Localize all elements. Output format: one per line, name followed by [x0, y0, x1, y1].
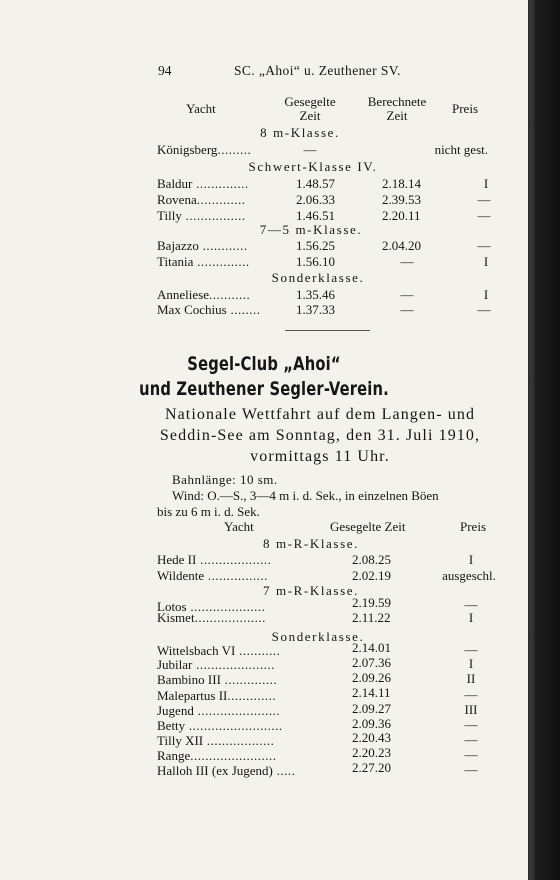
prize: — — [464, 732, 478, 747]
prize: — — [464, 747, 478, 762]
sailed-time: 2.11.22 — [352, 610, 391, 625]
prize: — — [464, 717, 478, 732]
sailed-time: 2.07.36 — [352, 655, 391, 670]
sailed-time: 1.37.33 — [296, 302, 335, 317]
wind-info-line-1: Wind: O.—S., 3—4 m i. d. Sek., in einzelnen Böen — [172, 488, 439, 503]
col-header-sailed-time: Gesegelte Zeit — [330, 519, 406, 534]
separator-rule — [285, 330, 370, 331]
yacht-name: Lotos .................... — [157, 599, 266, 614]
prize: — — [464, 762, 478, 777]
sailed-time: 2.02.19 — [352, 568, 391, 583]
calculated-time: 2.20.11 — [382, 208, 421, 223]
prize: — — [477, 192, 491, 207]
calculated-time: 2.39.53 — [382, 192, 421, 207]
sailed-time: 1.46.51 — [296, 208, 335, 223]
section-title: Sonderklasse. — [271, 270, 365, 285]
yacht-name: Tilly ................ — [157, 208, 246, 223]
section-title: 8 m-Klasse. — [260, 125, 340, 140]
yacht-name: Wildente ................ — [157, 568, 268, 583]
col-header-prize: Preis — [452, 101, 478, 116]
sailed-time: 2.19.59 — [352, 595, 391, 610]
prize: — — [477, 208, 491, 223]
section-title: Schwert-Klasse IV. — [248, 159, 378, 174]
col-header-calculated-time: Berechnete Zeit — [367, 94, 427, 123]
prize: III — [464, 702, 478, 717]
sailed-time: 2.14.11 — [352, 685, 391, 700]
yacht-name: Betty ......................... — [157, 718, 283, 733]
sailed-time: 1.56.25 — [296, 238, 335, 253]
yacht-name: Malepartus II............. — [157, 688, 277, 703]
yacht-name: Rovena............. — [157, 192, 246, 207]
yacht-name: Tilly XII .................. — [157, 733, 275, 748]
yacht-name: Halloh III (ex Jugend) ..... — [157, 763, 296, 778]
yacht-name: Wittelsbach VI ........... — [157, 643, 281, 658]
yacht-name: Range....................... — [157, 748, 277, 763]
yacht-name: Baldur .............. — [157, 176, 249, 191]
prize: — — [477, 238, 491, 253]
sailed-time: 1.35.46 — [296, 287, 335, 302]
prize: nicht gest. — [434, 142, 488, 157]
yacht-name: Kismet................... — [157, 610, 266, 625]
sailed-time: 2.06.33 — [296, 192, 335, 207]
yacht-name: Bambino III .............. — [157, 672, 278, 687]
prize: — — [464, 687, 478, 702]
prize: — — [477, 302, 491, 317]
sailed-time: 1.56.10 — [296, 254, 335, 269]
sailed-time: 1.48.57 — [296, 176, 335, 191]
race-description-line-3: vormittags 11 Uhr. — [250, 448, 390, 465]
sailed-time: 2.20.43 — [352, 730, 391, 745]
race-description-line-2: Seddin-See am Sonntag, den 31. Juli 1910, — [159, 427, 481, 444]
sailed-time: 2.08.25 — [352, 552, 391, 567]
col-header-yacht: Yacht — [224, 519, 254, 534]
yacht-name: Jubilar ..................... — [157, 657, 275, 672]
col-header-yacht: Yacht — [186, 101, 216, 116]
calculated-time: — — [400, 287, 414, 302]
prize: I — [468, 656, 474, 671]
sailed-time: 2.09.36 — [352, 716, 391, 731]
club-title-line-2: und Zeuthener Segler-Verein. — [139, 378, 389, 400]
col-header-sailed-time: Gesegelte Zeit — [284, 94, 336, 123]
prize: II — [466, 671, 476, 686]
sailed-time: 2.14.01 — [352, 640, 391, 655]
calculated-time: 2.18.14 — [382, 176, 421, 191]
sailed-time: 2.27.20 — [352, 760, 391, 775]
page-number: 94 — [158, 63, 172, 78]
yacht-name: Anneliese........... — [157, 287, 251, 302]
sailed-time: 2.09.27 — [352, 701, 391, 716]
wind-info-line-2: bis zu 6 m i. d. Sek. — [157, 504, 260, 519]
calculated-time: 2.04.20 — [382, 238, 421, 253]
prize: — — [464, 642, 478, 657]
col-header-prize: Preis — [460, 519, 486, 534]
section-title: Sonderklasse. — [271, 629, 365, 644]
prize: I — [483, 287, 489, 302]
running-title: SC. „Ahoi“ u. Zeuthener SV. — [234, 63, 401, 78]
yacht-name: Titania .............. — [157, 254, 250, 269]
prize: I — [483, 176, 489, 191]
calculated-time: — — [400, 302, 414, 317]
section-title: 7 m-R-Klasse. — [263, 583, 359, 598]
yacht-name: Jugend ...................... — [157, 703, 281, 718]
yacht-name: Königsberg......... — [157, 142, 252, 157]
sailed-time: — — [303, 142, 317, 157]
sailed-time: 2.20.23 — [352, 745, 391, 760]
yacht-name: Hede II ................... — [157, 552, 272, 567]
prize: ausgeschl. — [442, 568, 496, 583]
prize: I — [468, 552, 474, 567]
course-length: Bahnlänge: 10 sm. — [172, 472, 278, 487]
section-title: 8 m-R-Klasse. — [263, 536, 359, 551]
prize: I — [483, 254, 489, 269]
calculated-time: — — [400, 254, 414, 269]
book-edge-shadow — [528, 0, 560, 880]
prize: I — [468, 610, 474, 625]
race-description-line-1: Nationale Wettfahrt auf dem Langen- und — [164, 406, 476, 423]
yacht-name: Bajazzo ............ — [157, 238, 248, 253]
prize: — — [464, 597, 478, 612]
sailed-time: 2.09.26 — [352, 670, 391, 685]
yacht-name: Max Cochius ........ — [157, 302, 261, 317]
club-title-line-1: Segel-Club „Ahoi“ — [187, 353, 341, 375]
section-title: 7—5 m-Klasse. — [259, 222, 363, 237]
